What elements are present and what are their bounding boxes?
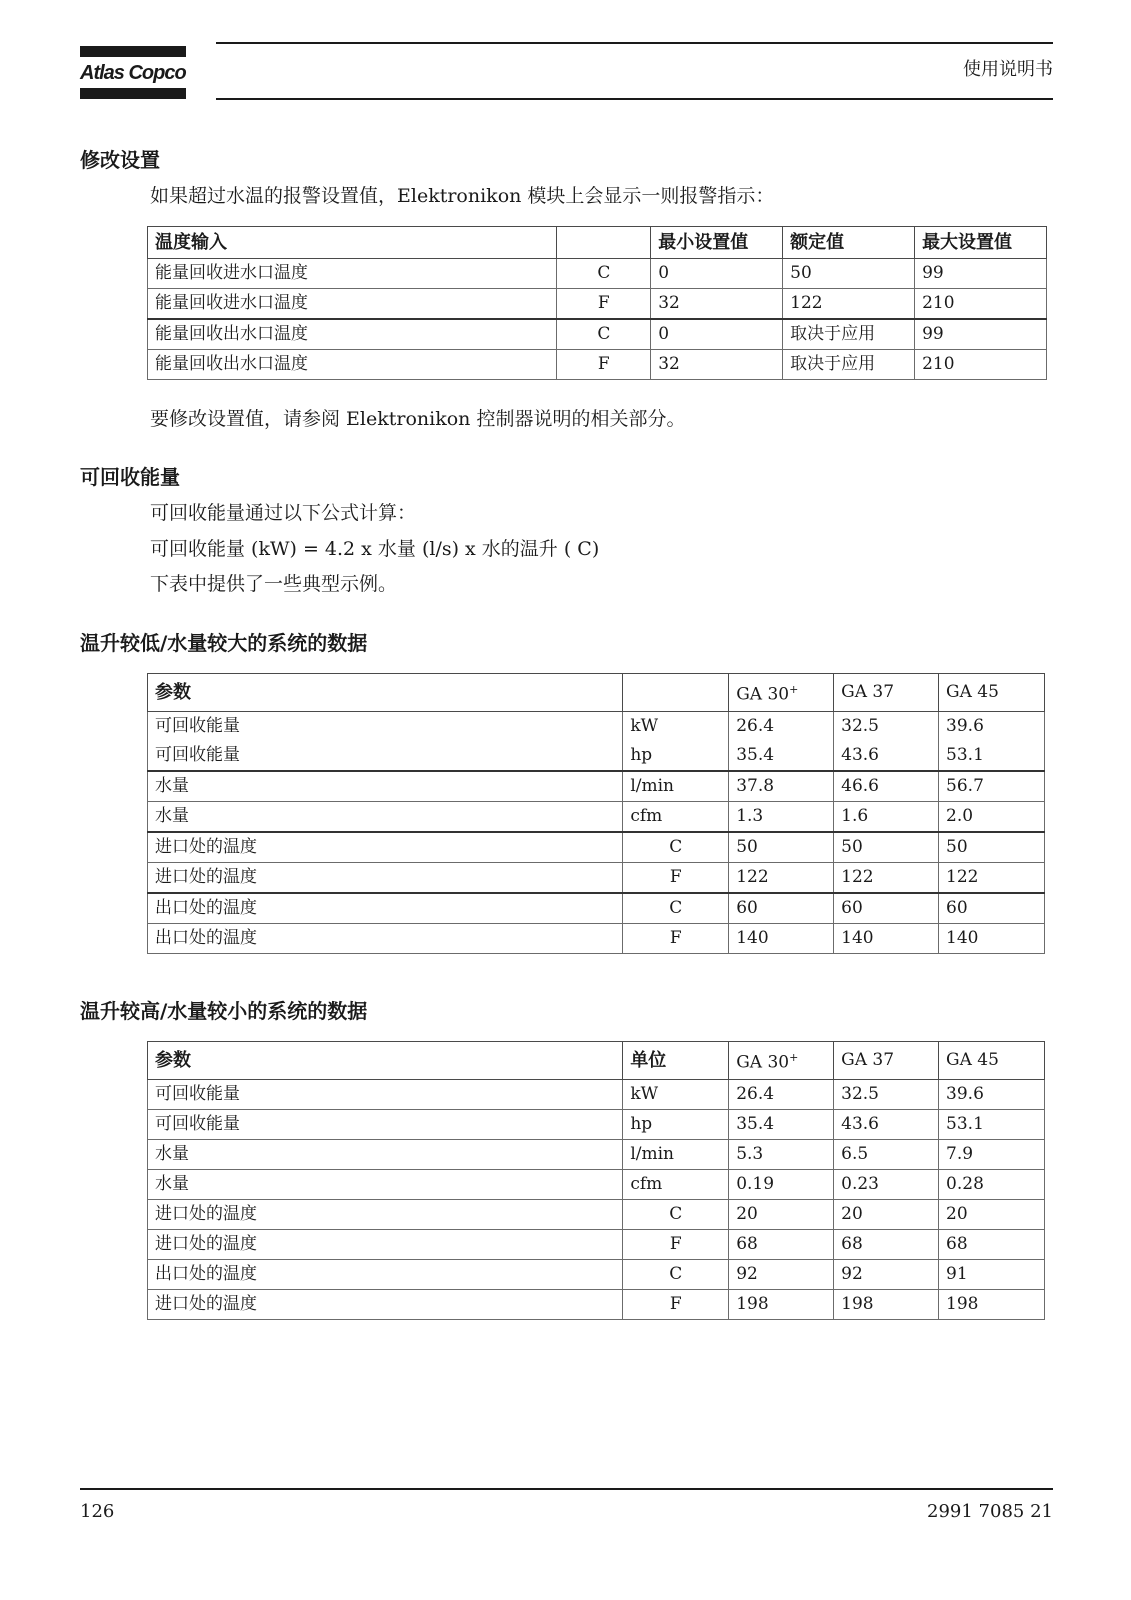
col-header-unit [557,227,651,259]
cell-parameter: 进口处的温度 [148,1289,623,1319]
document-title: 使用说明书 [963,59,1053,80]
table-header-row [148,674,1045,712]
cell-unit: F [557,289,651,320]
col-header-temperature-input: 温度输入 [148,227,557,259]
cell-ga30: 122 [729,862,834,893]
cell-ga45: 53.1 [939,741,1045,771]
cell-parameter: 水量 [148,801,623,832]
table-row [148,1289,1045,1319]
cell-ga45: 39.6 [939,711,1045,741]
cell-ga45: 50 [939,832,1045,863]
cell-ga37: 50 [834,832,939,863]
cell-max: 210 [915,350,1047,380]
cell-ga37: 198 [834,1289,939,1319]
table-row [148,350,1047,380]
cell-min: 0 [651,259,783,289]
col-header-parameter: 参数 [148,674,623,712]
col-header-max-setting: 最大设置值 [915,227,1047,259]
cell-ga30: 1.3 [729,801,834,832]
table-row [148,1169,1045,1199]
page-number: 126 [80,1501,115,1522]
cell-ga45: 122 [939,862,1045,893]
table-row [148,319,1047,350]
alarm-intro-text: 如果超过水温的报警设置值，Elektronikon 模块上会显示一则报警指示： [150,185,775,207]
cell-ga30: 92 [729,1259,834,1289]
table-row [148,259,1047,289]
col-header-unit [623,674,729,712]
cell-ga37: 122 [834,862,939,893]
cell-parameter: 进口处的温度 [148,1199,623,1229]
cell-unit: C [623,893,729,924]
cell-min: 32 [651,289,783,320]
cell-ga30: 60 [729,893,834,924]
cell-parameter: 可回收能量 [148,711,623,741]
cell-ga37: 1.6 [834,801,939,832]
cell-unit: C [557,259,651,289]
cell-ga45: 68 [939,1229,1045,1259]
cell-unit: C [623,1199,729,1229]
cell-ga37: 20 [834,1199,939,1229]
cell-ga30: 50 [729,832,834,863]
table-row [148,741,1045,771]
cell-unit: C [623,1259,729,1289]
cell-parameter: 能量回收进水口温度 [148,259,557,289]
col-header-ga45: GA 45 [939,674,1045,712]
cell-ga30: 35.4 [729,741,834,771]
cell-ga30: 5.3 [729,1139,834,1169]
cell-ga45: 56.7 [939,771,1045,802]
cell-nominal: 取决于应用 [783,350,915,380]
atlas-copco-logo [80,46,186,99]
cell-parameter: 可回收能量 [148,1109,623,1139]
table-header-row [148,227,1047,259]
table-header-row [148,1042,1045,1080]
section-heading-modify-settings: 修改设置 [80,148,160,172]
table-row [148,832,1045,863]
cell-parameter: 能量回收进水口温度 [148,289,557,320]
table-row [148,1109,1045,1139]
cell-ga30: 26.4 [729,711,834,741]
table-row [148,1229,1045,1259]
col-header-ga37: GA 37 [834,1042,939,1080]
table-row [148,289,1047,320]
cell-ga45: 39.6 [939,1079,1045,1109]
cell-ga30: 140 [729,923,834,953]
cell-ga45: 60 [939,893,1045,924]
cell-ga37: 32.5 [834,711,939,741]
cell-max: 99 [915,259,1047,289]
table-row [148,923,1045,953]
cell-ga37: 43.6 [834,741,939,771]
cell-ga30: 35.4 [729,1109,834,1139]
energy-formula: 可回收能量 (kW) = 4.2 x 水量 (l/s) x 水的温升 ( C) [150,538,600,560]
cell-unit: F [623,923,729,953]
cell-ga30: 20 [729,1199,834,1229]
cell-ga45: 91 [939,1259,1045,1289]
col-header-nominal: 额定值 [783,227,915,259]
col-header-unit: 单位 [623,1042,729,1080]
cell-parameter: 水量 [148,1139,623,1169]
cell-parameter: 出口处的温度 [148,893,623,924]
cell-min: 32 [651,350,783,380]
section-heading-recoverable-energy: 可回收能量 [80,465,180,489]
header-bottom-rule [216,98,1053,100]
col-header-ga37: GA 37 [834,674,939,712]
col-header-ga30: GA 30+ [729,1042,834,1080]
logo-wordmark: Atlas Copco [80,62,186,84]
cell-parameter: 水量 [148,1169,623,1199]
cell-max: 210 [915,289,1047,320]
cell-parameter: 水量 [148,771,623,802]
cell-ga37: 6.5 [834,1139,939,1169]
cell-parameter: 进口处的温度 [148,1229,623,1259]
cell-ga30: 37.8 [729,771,834,802]
footer-rule [80,1488,1053,1490]
cell-ga45: 20 [939,1199,1045,1229]
examples-note: 下表中提供了一些典型示例。 [150,573,398,595]
cell-ga45: 53.1 [939,1109,1045,1139]
cell-ga30: 26.4 [729,1079,834,1109]
cell-unit: l/min [623,771,729,802]
table-row [148,801,1045,832]
cell-parameter: 能量回收出水口温度 [148,319,557,350]
cell-unit: cfm [623,1169,729,1199]
cell-unit: C [623,832,729,863]
cell-max: 99 [915,319,1047,350]
col-header-parameter: 参数 [148,1042,623,1080]
cell-ga37: 140 [834,923,939,953]
high-temperature-rise-table [147,1041,1045,1320]
cell-parameter: 能量回收出水口温度 [148,350,557,380]
cell-ga45: 198 [939,1289,1045,1319]
settings-reference-note: 要修改设置值，请参阅 Elektronikon 控制器说明的相关部分。 [150,408,686,430]
cell-ga45: 7.9 [939,1139,1045,1169]
cell-nominal: 50 [783,259,915,289]
table-row [148,1199,1045,1229]
document-number: 2991 7085 21 [927,1501,1053,1522]
cell-unit: hp [623,741,729,771]
cell-unit: C [557,319,651,350]
table-row [148,862,1045,893]
cell-nominal: 122 [783,289,915,320]
alarm-settings-table [147,226,1047,380]
col-header-min-setting: 最小设置值 [651,227,783,259]
cell-ga45: 140 [939,923,1045,953]
section-heading-low-rise-data: 温升较低/水量较大的系统的数据 [80,631,368,655]
cell-ga37: 68 [834,1229,939,1259]
low-temperature-rise-table [147,673,1045,954]
cell-unit: F [557,350,651,380]
cell-ga37: 60 [834,893,939,924]
cell-ga45: 0.28 [939,1169,1045,1199]
section-heading-high-rise-data: 温升较高/水量较小的系统的数据 [80,999,368,1023]
cell-ga30: 0.19 [729,1169,834,1199]
cell-unit: kW [623,1079,729,1109]
col-header-ga45: GA 45 [939,1042,1045,1080]
cell-ga37: 92 [834,1259,939,1289]
cell-ga45: 2.0 [939,801,1045,832]
cell-ga37: 0.23 [834,1169,939,1199]
cell-unit: l/min [623,1139,729,1169]
col-header-ga30: GA 30+ [729,674,834,712]
table-row [148,711,1045,741]
cell-unit: hp [623,1109,729,1139]
cell-ga30: 198 [729,1289,834,1319]
cell-nominal: 取决于应用 [783,319,915,350]
table-row [148,1139,1045,1169]
cell-ga37: 32.5 [834,1079,939,1109]
cell-unit: cfm [623,801,729,832]
table-row [148,1079,1045,1109]
logo-top-bar [80,46,186,57]
cell-parameter: 可回收能量 [148,741,623,771]
cell-ga30: 68 [729,1229,834,1259]
cell-unit: kW [623,711,729,741]
header-top-rule [216,42,1053,44]
cell-unit: F [623,1229,729,1259]
cell-parameter: 进口处的温度 [148,862,623,893]
cell-ga37: 43.6 [834,1109,939,1139]
cell-parameter: 出口处的温度 [148,1259,623,1289]
cell-parameter: 出口处的温度 [148,923,623,953]
table-row [148,893,1045,924]
formula-intro-text: 可回收能量通过以下公式计算： [150,502,417,524]
cell-parameter: 可回收能量 [148,1079,623,1109]
cell-ga37: 46.6 [834,771,939,802]
table-row [148,771,1045,802]
cell-unit: F [623,862,729,893]
logo-bottom-bar [80,88,186,99]
table-row [148,1259,1045,1289]
cell-min: 0 [651,319,783,350]
cell-parameter: 进口处的温度 [148,832,623,863]
cell-unit: F [623,1289,729,1319]
